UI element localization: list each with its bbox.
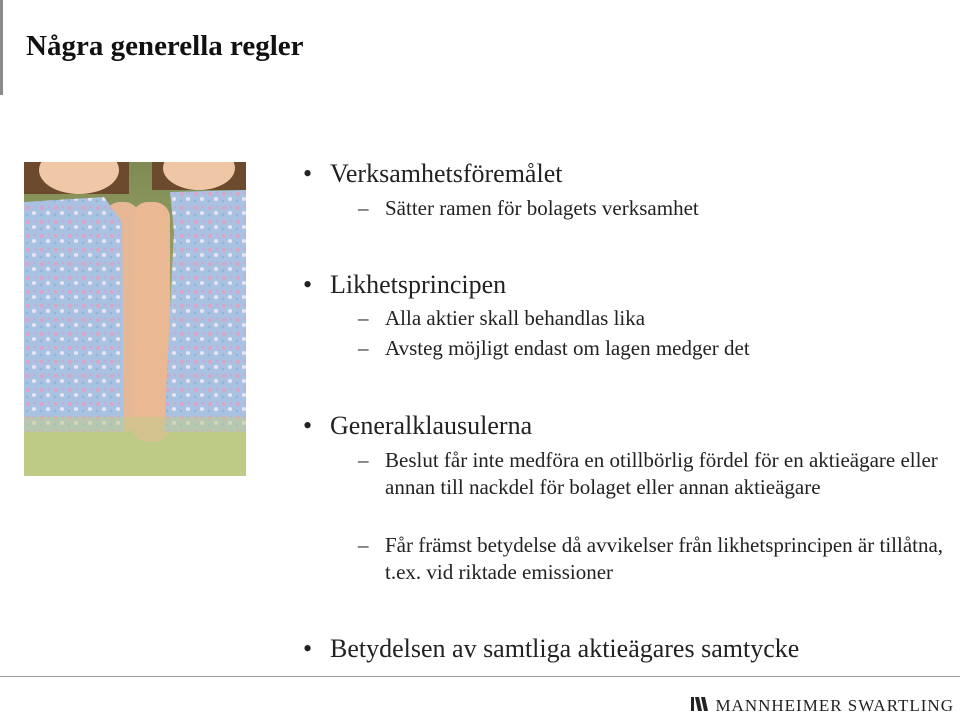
bullet-marker: • [303,159,313,188]
bullet-marker: • [303,634,313,663]
logo-text: MANNHEIMER SWARTLING [715,696,954,715]
bullet-label: Betydelsen av samtliga aktieägares samtycke [330,634,800,663]
dash-marker: – [358,533,369,557]
dash-marker: – [358,306,369,330]
bullet-marker: • [303,411,313,440]
bullet-label: Generalklausulerna [330,411,533,440]
slide-title: Några generella regler [26,30,304,62]
dash-marker: – [358,196,369,220]
sub-label: Sätter ramen för bolagets verksamhet [385,196,699,220]
dash-marker: – [358,336,369,360]
sub-label: Avsteg möjligt endast om lagen medger det [385,336,750,360]
bullet-label: Verksamhetsföremålet [330,159,563,188]
left-accent-rule [0,0,3,95]
twin-girls-photo [24,162,246,476]
ms-logo-icon [691,697,709,716]
footer-divider [0,676,960,677]
bullet-label: Likhetsprincipen [330,270,507,299]
sub-label: Alla aktier skall behandlas lika [385,306,646,330]
footer-logo [691,696,954,716]
sub-label: Beslut får inte medföra en otillbörlig fördel för en aktieägare eller annan till nackdel för bolaget eller annan aktieägare [385,448,938,499]
bullet-marker: • [303,270,313,299]
dash-marker: – [358,448,369,472]
sub-label: Får främst betydelse då avvikelser från likhetsprincipen är tillåtna, t.ex. vid riktade emissioner [385,533,944,584]
